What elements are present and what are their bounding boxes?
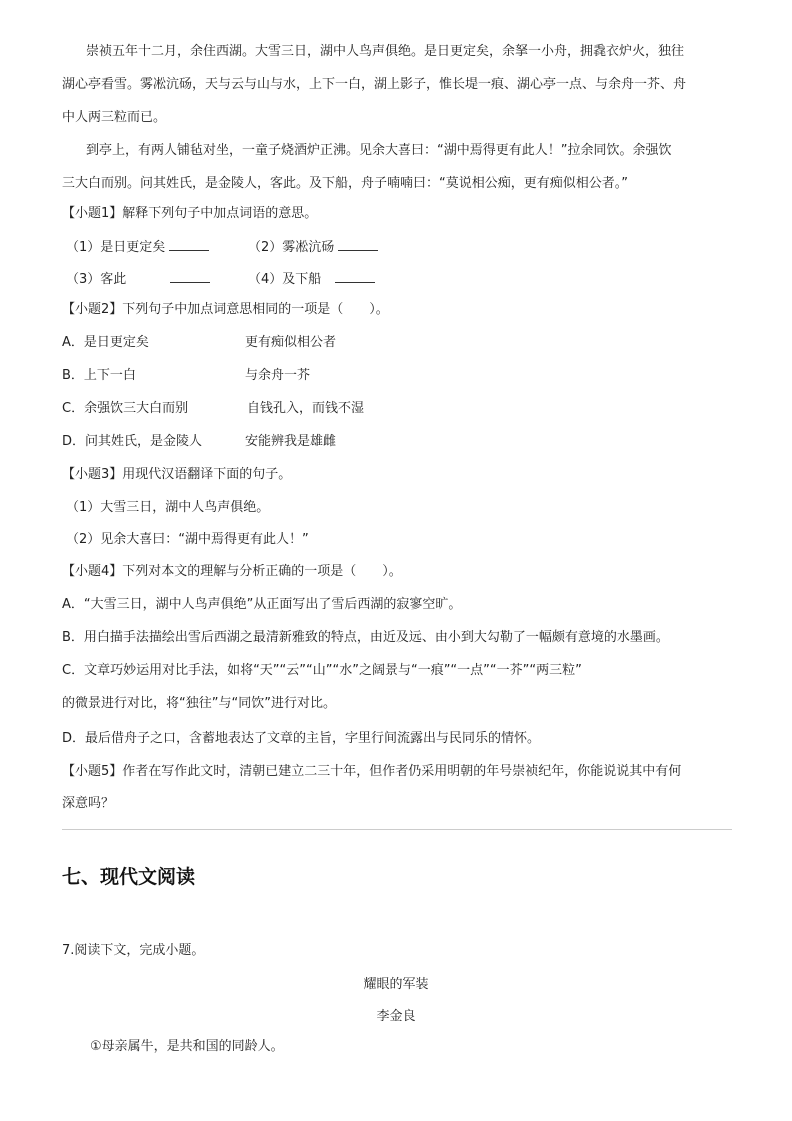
answer-blank[interactable] — [335, 270, 375, 283]
q4-option: B．用白描手法描绘出雪后西湖之最清新雅致的特点，由近及远、由小到大勾勒了一幅颇有意境的水墨画。 — [62, 630, 669, 645]
q1-item-text: （3）客此 — [66, 272, 127, 287]
q4-option: A．“大雪三日，湖中人鸟声俱绝”从正面写出了雪后西湖的寂寥空旷。 — [62, 597, 462, 612]
article-title: 耀眼的军装 — [363, 977, 429, 992]
q3-item: （2）见余大喜曰：“湖中焉得更有此人！” — [66, 532, 309, 547]
question-stem-continued: 深意吗？ — [62, 796, 115, 811]
passage-line: 中人两三粒而已。 — [62, 110, 167, 125]
q4-option: C．文章巧妙运用对比手法，如将“天”“云”“山”“水”之阔景与“一痕”“一点”“一芥”“两三粒” — [62, 663, 582, 678]
q1-item — [66, 270, 210, 288]
q1-item-text: （2）雾凇沆砀 — [248, 240, 335, 255]
q2-option-d-right: 安能辨我是雄雌 — [245, 434, 337, 449]
q2-option-b-right: 与余舟一芥 — [245, 368, 311, 383]
answer-blank[interactable] — [338, 238, 378, 251]
article-first-line: ①母亲属牛，是共和国的同龄人。 — [90, 1039, 284, 1054]
question-stem: 【小题3】用现代汉语翻译下面的句子。 — [62, 467, 292, 482]
passage-line: 崇祯五年十二月，余住西湖。大雪三日，湖中人鸟声俱绝。是日更定矣，余拏一小舟，拥毳衣炉火，独往 — [86, 44, 685, 59]
q1-item-text: （4）及下船 — [248, 272, 322, 287]
answer-blank[interactable] — [170, 270, 210, 283]
passage-line: 三大白而别。问其姓氏，是金陵人，客此。及下船，舟子喃喃曰：“莫说相公痴，更有痴似相公者。” — [62, 176, 628, 191]
q2-option-b-left: B．上下一白 — [62, 368, 136, 383]
passage-line: 到亭上，有两人铺毡对坐，一童子烧酒炉正沸。见余大喜曰：“湖中焉得更有此人！”拉余同饮。余强饮 — [86, 143, 672, 158]
q1-item — [248, 238, 378, 256]
section-divider — [62, 829, 732, 830]
q1-item-text: （1）是日更定矣 — [66, 240, 166, 255]
question-stem: 【小题1】解释下列句子中加点词语的意思。 — [62, 206, 318, 221]
q2-option-a-left: A．是日更定矣 — [62, 335, 149, 350]
question-stem: 【小题5】作者在写作此文时，清朝已建立二三十年，但作者仍采用明朝的年号崇祯纪年，你能说说其中有何 — [62, 764, 682, 779]
q2-option-d-left: D．问其姓氏，是金陵人 — [62, 434, 203, 449]
passage-line: 湖心亭看雪。雾凇沆砀，天与云与山与水，上下一白，湖上影子，惟长堤一痕、湖心亭一点、与余舟一芥、舟 — [62, 77, 687, 92]
section-title: 七、现代文阅读 — [62, 866, 196, 888]
q4-option: 的微景进行对比，将“独往”与“同饮”进行对比。 — [62, 696, 336, 711]
article-author: 李金良 — [376, 1009, 416, 1024]
q4-option: D．最后借舟子之口，含蓄地表达了文章的主旨，字里行间流露出与民同乐的情怀。 — [62, 731, 541, 746]
question-stem: 【小题4】下列对本文的理解与分析正确的一项是（ ）。 — [62, 564, 402, 579]
q1-item — [248, 270, 375, 288]
q2-option-c-right: 自钱孔入，而钱不湿 — [247, 401, 365, 416]
q1-item — [66, 238, 209, 256]
q2-option-c-left: C．余强饮三大白而别 — [62, 401, 189, 416]
q3-item: （1）大雪三日，湖中人鸟声俱绝。 — [66, 500, 270, 515]
q2-option-a-right: 更有痴似相公者 — [245, 335, 337, 350]
q7-intro: 7.阅读下文，完成小题。 — [62, 943, 205, 958]
answer-blank[interactable] — [169, 238, 209, 251]
question-stem: 【小题2】下列句子中加点词意思相同的一项是（ ）。 — [62, 302, 389, 317]
